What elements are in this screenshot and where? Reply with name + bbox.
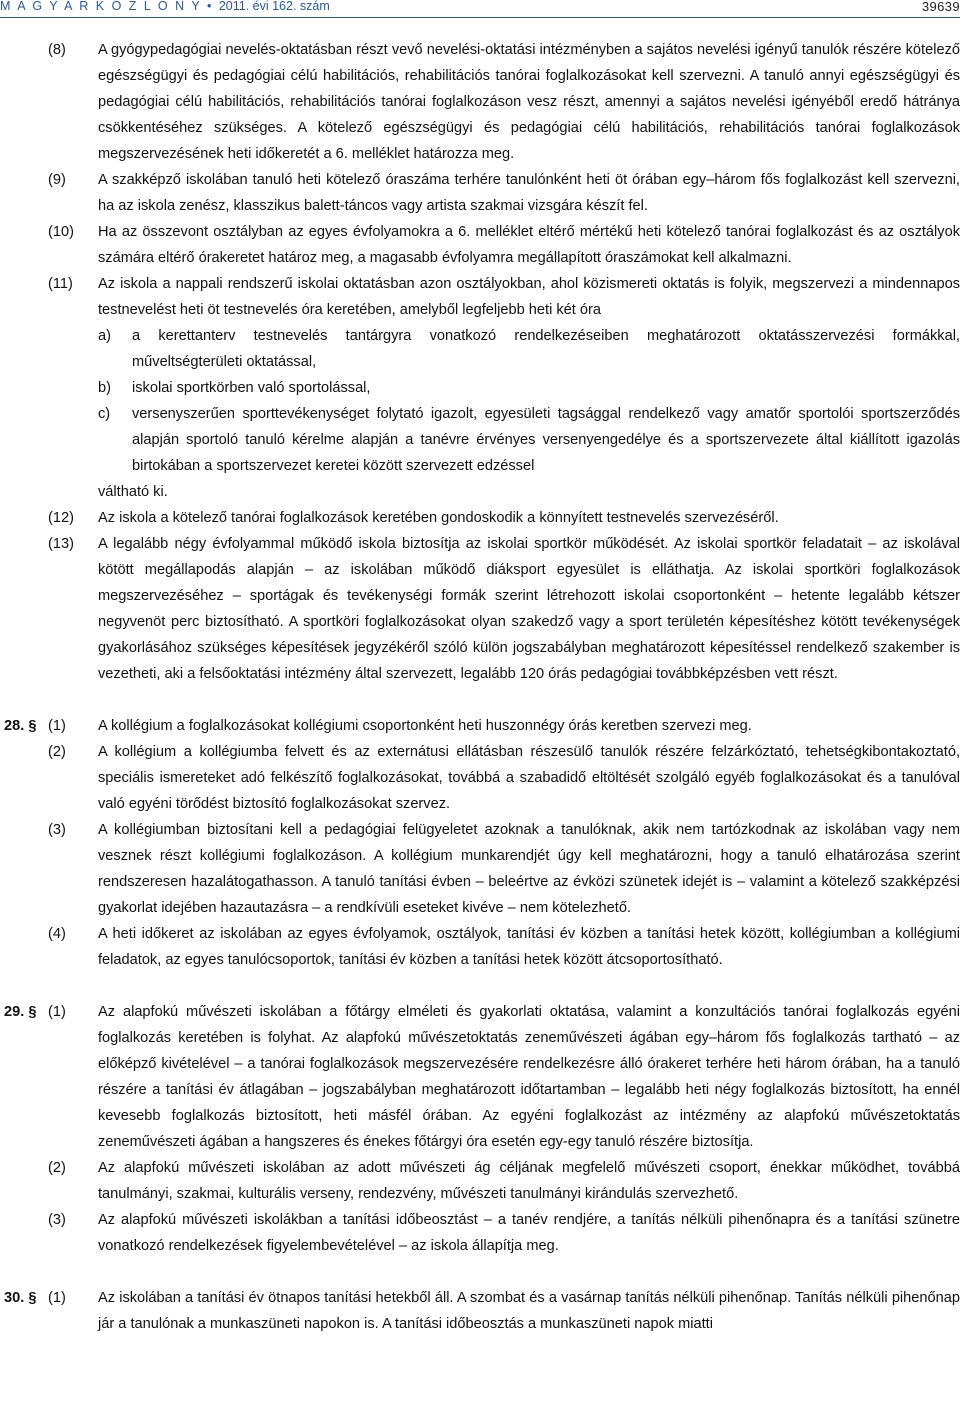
paragraph-12 — [0, 505, 960, 531]
paragraph-number: (9) — [48, 172, 66, 188]
paragraph-number: (4) — [48, 926, 66, 942]
list-item-a — [98, 323, 960, 375]
paragraph-text: Az alapfokú művészeti iskolában az adott művészeti ág céljának megfelelő művészeti csoport, énekkar működhet, továbbá tanulmányi, szakmai, kulturális verseny, rendezvény, művészeti tanulmányi kirándulás szervezhető. — [98, 1160, 960, 1202]
paragraph-text: Az alapfokú művészeti iskolákban a tanítási időbeosztást – a tanév rendjére, a tanítás nélküli pihenőnapra és a tanítási szünetre vonatkozó rendelkezések figyelembevételével – az iskola állapítja meg. — [98, 1212, 960, 1254]
journal-masthead — [0, 0, 330, 13]
paragraph-text: Az iskolában a tanítási év ötnapos tanítási hetekből áll. A szombat és a vasárnap tanítás nélküli pihenőnap. Tanítás nélküli pihenőnap jár a tanulónak a munkaszüneti napokon is. A tanítási időbeosztás a munkaszüneti napok miatti — [98, 1290, 960, 1332]
paragraph-text: A kollégium a kollégiumba felvett és az externátusi ellátásban részesülő tanulók részére felzárkóztató, tehetségkibontakoztató, speciális ismereteket adó felkészítő foglalkozásokat, továbbá a szabadidő eltöltését szolgáló egyéb foglalkozásokat és a tanulóval való egyéni törődést biztosító foglalkozásokat szervez. — [98, 744, 960, 812]
section-number: 28. § — [4, 718, 37, 734]
list-item-text: a kerettanterv testnevelés tantárgyra vonatkozó rendelkezéseiben meghatározott oktatásszervezési formákkal, műveltségterületi oktatással, — [132, 328, 960, 370]
page-number: 39639 — [921, 0, 960, 14]
paragraph-number: (13) — [48, 536, 74, 552]
paragraph-text: A kollégiumban biztosítani kell a pedagógiai felügyeletet azoknak a tanulóknak, akik nem tartózkodnak az iskolában vagy nem vesznek részt kollégiumi foglalkozáson. A kollégium munkarendjét úgy kell meghatározni, hogy a tanuló elhatározása szerint rendszeresen hazalátogathasson. A tanuló tanítási évben – beleértve az évközi szünetek idejét is – valamint a kötelező szakképzési gyakorlat idejében hazautazásra – a rendkívüli eseteket kivéve – nem kötelezhető. — [98, 822, 960, 916]
list-item-letter: b) — [98, 380, 111, 396]
paragraph-text: A kollégium a foglalkozásokat kollégiumi csoportonként heti huszonnégy órás keretben szervezi meg. — [98, 718, 752, 734]
paragraph-number: (12) — [48, 510, 74, 526]
paragraph-8 — [0, 37, 960, 167]
section-29-paragraph-3 — [0, 1207, 960, 1259]
paragraph-text: A szakképző iskolában tanuló heti kötelező óraszáma terhére tanulónként heti öt órában egy–három fős foglalkozást kell szervezni, ha az iskola zenész, klasszikus balett-táncos vagy artista szakmai vizsgára készít fel. — [98, 172, 960, 214]
section-number: 30. § — [4, 1290, 37, 1306]
paragraph-number: (3) — [48, 1212, 66, 1228]
document-body — [0, 37, 960, 1337]
paragraph-text: Az iskola a kötelező tanórai foglalkozások keretében gondoskodik a könnyített testnevelés szervezéséről. — [98, 510, 779, 526]
paragraph-9 — [0, 167, 960, 219]
paragraph-number: (1) — [48, 718, 66, 734]
list-item-letter: c) — [98, 406, 111, 422]
paragraph-number: (1) — [48, 1004, 66, 1020]
section-30-paragraph-1 — [0, 1285, 960, 1337]
paragraph-number: (8) — [48, 42, 66, 58]
paragraph-number: (3) — [48, 822, 66, 838]
paragraph-number: (2) — [48, 1160, 66, 1176]
paragraph-10 — [0, 219, 960, 271]
paragraph-number: (10) — [48, 224, 74, 240]
section-number: 29. § — [4, 1004, 37, 1020]
list-item-text: iskolai sportkörben való sportolással, — [132, 380, 371, 396]
list-item-letter: a) — [98, 328, 111, 344]
paragraph-number: (1) — [48, 1290, 66, 1306]
paragraph-number: (2) — [48, 744, 66, 760]
paragraph-11 — [0, 271, 960, 505]
journal-title: M A G Y A R K Ö Z L Ö N Y — [0, 0, 202, 13]
section-29-paragraph-1 — [0, 999, 960, 1155]
section-28-paragraph-1 — [0, 713, 960, 739]
issue-label: 2011. évi 162. szám — [218, 0, 330, 13]
header-divider — [0, 17, 960, 18]
list-item-c — [98, 401, 960, 479]
paragraph-text: Az iskola a nappali rendszerű iskolai oktatásban azon osztályokban, ahol közismereti oktatás is folyik, megszervezi a mindennapos testnevelést heti öt testnevelés óra keretében, amelyből legfeljebb heti két óra — [98, 276, 960, 318]
paragraph-text: Az alapfokú művészeti iskolában a főtárgy elméleti és gyakorlati oktatása, valamint a konzultációs tanórai foglalkozás egyéni foglalkozás keretében is folyhat. Az alapfokú művészetoktatás zeneművészeti ágában egy–három fős foglalkozás tartható – az előképző kivételével – a tanórai foglalkozások megszervezésére rendelkezésre álló órakeret terhére heti három órában, ha a tanuló részére a tanítási év átlagában – jogszabályban meghatározott időtartamban – legalább heti négy foglalkozás biztosított, ha ennél kevesebb foglalkozás biztosított, heti másfél órában. Az egyéni foglalkozást az intézmény az alapfokú művészetoktatás zeneművészeti ágában a hangszeres és énekes főtárgyi óra esetén egy-egy tanuló részére biztosítja. — [98, 1004, 960, 1150]
page-header — [0, 0, 960, 18]
paragraph-text: Ha az összevont osztályban az egyes évfolyamokra a 6. melléklet eltérő mértékű heti kötelező tanórai foglalkozást és az osztályok számára eltérő órakeretet határoz meg, a magasabb évfolyamra megállapított óraszámokat kell alkalmazni. — [98, 224, 960, 266]
section-28-paragraph-2 — [0, 739, 960, 817]
paragraph-number: (11) — [48, 276, 73, 292]
paragraph-continuation: váltható ki. — [98, 484, 168, 500]
paragraph-text: A gyógypedagógiai nevelés-oktatásban részt vevő nevelési-oktatási intézményben a sajátos nevelési igényű tanulók részére kötelező egészségügyi és pedagógiai célú habilitációs, rehabilitációs tanórai foglalkozásokat kell szervezni. A tanuló annyi egészségügyi és pedagógiai célú habilitációs, rehabilitációs tanórai foglalkozáson vesz részt, amennyi a sajátos nevelési igényéből eredő hátránya csökkentéséhez szükséges. A kötelező egészségügyi és pedagógiai célú habilitációs, rehabilitációs tanórai foglalkozások megszervezésének heti időkeretét a 6. melléklet határozza meg. — [98, 42, 960, 162]
separator-bullet: • — [206, 0, 214, 13]
section-29-paragraph-2 — [0, 1155, 960, 1207]
paragraph-text: A legalább négy évfolyammal működő iskola biztosítja az iskolai sportkör működését. Az iskolai sportkör feladatait – az iskolával kötött megállapodás alapján – az iskolában működő diáksport egyesület is elláthatja. Az iskolai sportköri foglalkozások megszervezéséhez – sportágak és tevékenységi formák szerint létrehozott iskolai csoportonként – hetente legalább kétszer negyvenöt perc biztosítható. A sportköri foglalkozásokat olyan szakedző vagy a sport területén képesítéshez kötött tevékenységek gyakorlásához szükséges képesítések jegyzékéről szóló külön jogszabályban meghatározott képesítéssel rendelkező szakember is vezetheti, aki a felsőoktatási intézmény által szervezett, legalább 120 órás pedagógiai továbbképzésben vett részt. — [98, 536, 960, 682]
list-item-text: versenyszerűen sporttevékenységet folytató igazolt, egyesületi tagsággal rendelkező vagy amatőr sportolói sportszerződés alapján sportoló tanuló kérelme alapján a tanévre érvényes versenyengedélye és a sportszervezete által kiállított igazolás birtokában a sportszervezet keretei között szervezett edzéssel — [132, 406, 960, 474]
section-28-paragraph-4 — [0, 921, 960, 973]
section-28-paragraph-3 — [0, 817, 960, 921]
paragraph-13 — [0, 531, 960, 687]
paragraph-text: A heti időkeret az iskolában az egyes évfolyamok, osztályok, tanítási év közben a tanítási hetek között, kollégiumban a kollégiumi feladatok, az egyes tanulócsoportok, tanítási év közben a tanítási hetek között átcsoportosítható. — [98, 926, 960, 968]
list-item-b — [98, 375, 960, 401]
